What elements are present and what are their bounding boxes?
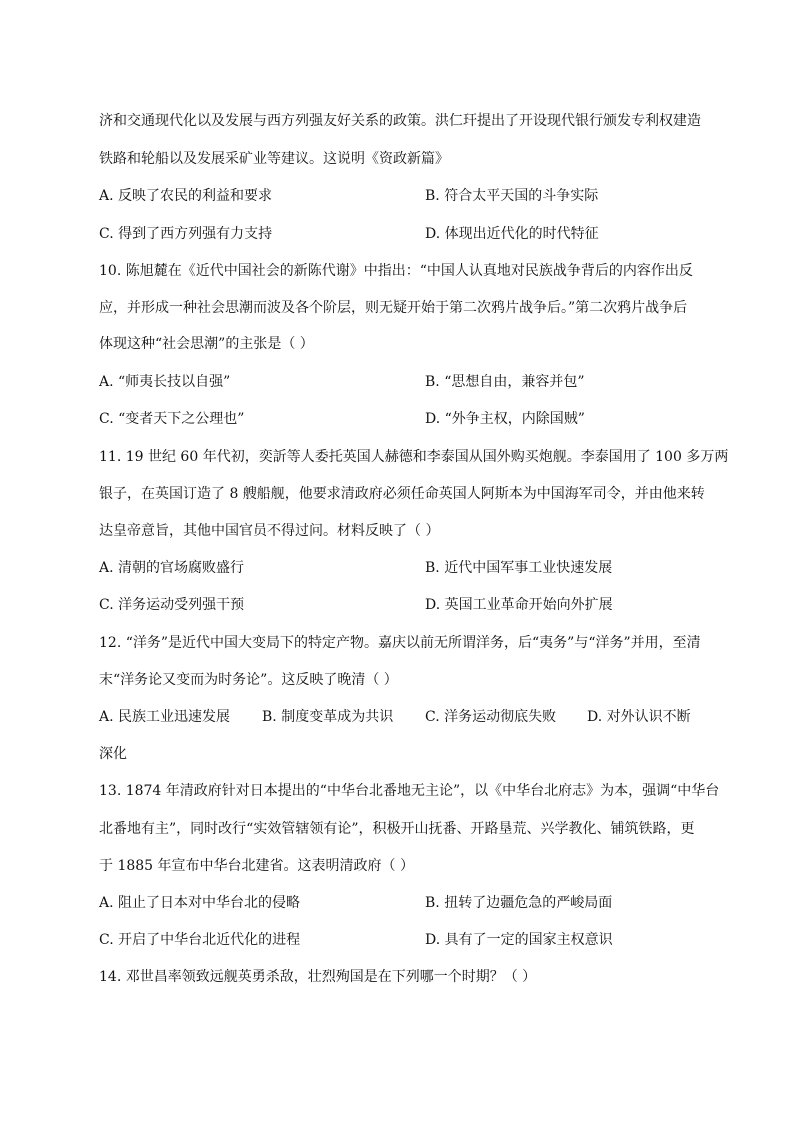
q11-option-b: B. 近代中国军事工业快速发展 (425, 560, 613, 576)
q13-option-c: C. 开启了中华台北近代化的进程 (99, 932, 301, 948)
q13-option-a: A. 阻止了日本对中华台北的侵略 (99, 895, 301, 911)
q9-option-c: C. 得到了西方列强有力支持 (99, 226, 273, 242)
q14-stem-line-1: 14. 邓世昌率领致远舰英勇杀敌，壮烈殉国是在下列哪一个时期？（ ） (99, 969, 537, 985)
q13-option-d: D. 具有了一定的国家主权意识 (425, 932, 613, 948)
q11-stem-line-1: 11. 19 世纪 60 年代初，奕訢等人委托英国人赫德和李泰国从国外购买炮舰。李泰国用了 100 多万两 (99, 449, 729, 465)
q13-stem-line-1: 13. 1874 年清政府针对日本提出的“中华台北番地无主论”，以《中华台北府志》为本，强调“中华台 (99, 783, 720, 799)
q10-option-d: D. “外争主权，内除国贼” (425, 411, 585, 427)
q11-option-a: A. 清朝的官场腐败盛行 (99, 560, 245, 576)
q10-stem-line-1: 10. 陈旭麓在《近代中国社会的新陈代谢》中指出：“中国人认真地对民族战争背后的内容作出反 (99, 263, 693, 279)
q10-stem-line-2: 应，并形成一种社会思潮而波及各个阶层，则无疑开始于第二次鸦片战争后。”第二次鸦片战争后 (99, 300, 688, 316)
q12-option-d-continuation: 深化 (99, 746, 127, 762)
q13-stem-line-2: 北番地有主”，同时改行“实效管辖领有论”，积极开山抚番、开路垦荒、兴学教化、铺筑铁路，更 (99, 821, 695, 837)
q11-stem-line-3: 达皇帝意旨，其他中国官员不得过问。材料反映了（ ） (99, 523, 440, 539)
q11-option-c: C. 洋务运动受列强干预 (99, 597, 245, 613)
q9-stem-line-1: 济和交通现代化以及发展与西方列强友好关系的政策。洪仁玕提出了开设现代银行颁发专利权建造 (99, 113, 701, 129)
q12-stem-line-2: 末“洋务论又变而为时务论”。这反映了晚清（ ） (99, 672, 398, 688)
q9-option-d: D. 体现出近代化的时代特征 (425, 226, 599, 242)
q12-stem-line-1: 12. “洋务”是近代中国大变局下的特定产物。嘉庆以前无所谓洋务，后“夷务”与“洋务”并用，至清 (99, 635, 701, 651)
q12-option-d: D. 对外认识不断 (587, 709, 691, 725)
q11-stem-line-2: 银子，在英国订造了 8 艘船舰，他要求清政府必须任命英国人阿斯本为中国海军司令，并由他来转 (99, 486, 705, 502)
q9-option-a: A. 反映了农民的利益和要求 (99, 188, 273, 204)
q10-option-a: A. “师夷长技以自强” (99, 374, 231, 390)
q12-option-a: A. 民族工业迅速发展 (99, 709, 231, 725)
q10-option-c: C. “变者天下之公理也” (99, 411, 245, 427)
q10-option-b: B. “思想自由，兼容并包” (425, 374, 585, 390)
q13-option-b: B. 扭转了边疆危急的严峻局面 (425, 895, 613, 911)
q11-option-d: D. 英国工业革命开始向外扩展 (425, 597, 613, 613)
q13-stem-line-3: 于 1885 年宣布中华台北建省。这表明清政府（ ） (99, 858, 414, 874)
q9-option-b: B. 符合太平天国的斗争实际 (425, 188, 599, 204)
q9-stem-line-2: 铁路和轮船以及发展采矿业等建议。这说明《资政新篇》 (99, 151, 449, 167)
q12-option-b: B. 制度变革成为共识 (262, 709, 394, 725)
q10-stem-line-3: 体现这种“社会思潮”的主张是（ ） (99, 336, 314, 352)
q12-option-c: C. 洋务运动彻底失败 (425, 709, 557, 725)
